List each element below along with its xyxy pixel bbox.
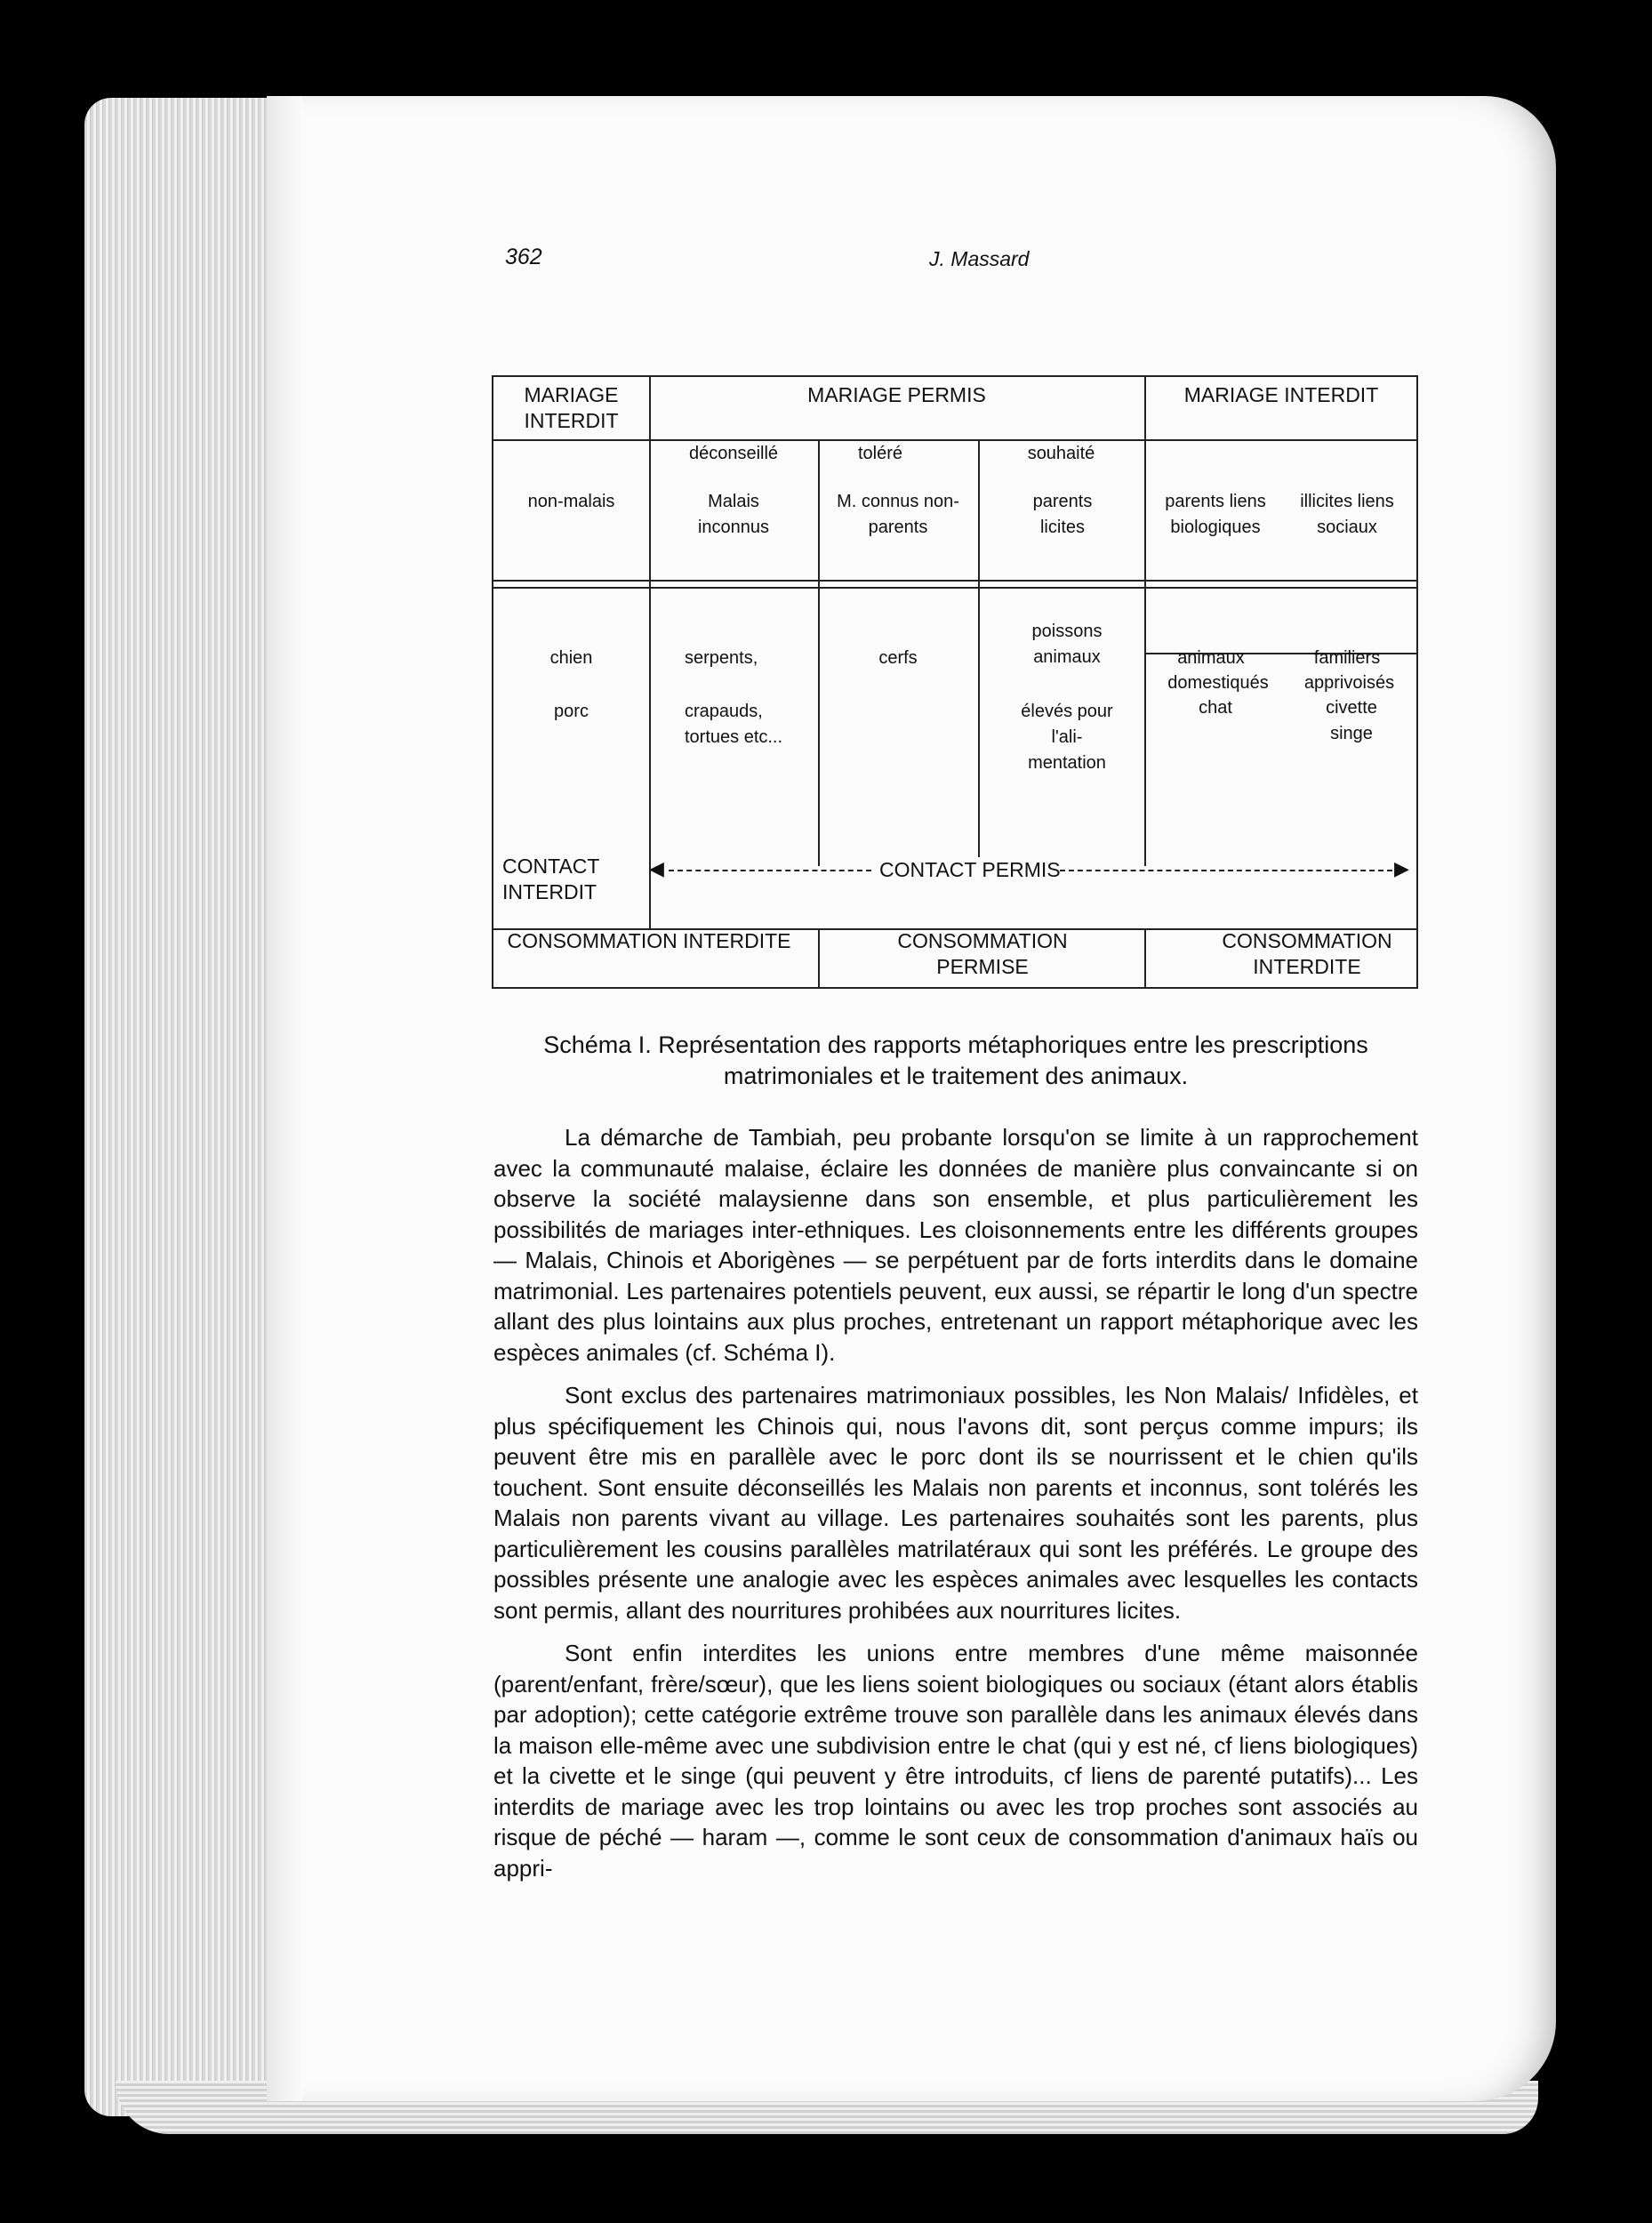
dashed-line-left xyxy=(669,870,871,871)
consommation-interdite-right: CONSOMMATION INTERDITE xyxy=(1222,929,1392,978)
animal-crapauds: crapauds, tortues etc... xyxy=(685,702,783,747)
schema-rule xyxy=(493,587,1416,589)
header-mariage-interdit-left: MARIAGE INTERDIT xyxy=(524,383,619,432)
schema-rule xyxy=(493,580,1416,582)
animal-chien: chien xyxy=(549,648,593,668)
arrow-right-icon: ▶ xyxy=(1394,857,1409,879)
schema-rule xyxy=(978,439,980,866)
arrow-left-icon: ◀ xyxy=(649,857,664,879)
animal-eleves: élevés pour l'ali-mentation xyxy=(1021,702,1113,773)
animal-domestiques: domestiqués xyxy=(1167,673,1269,693)
partner-illicites-sociaux: illicites liens sociaux xyxy=(1300,492,1394,537)
animal-poissons: poissons animaux xyxy=(1031,622,1103,667)
contact-interdit: CONTACT INTERDIT xyxy=(502,855,600,903)
schema-table xyxy=(492,375,1418,989)
animal-familiers: familiers xyxy=(1313,648,1381,668)
consommation-permise: CONSOMMATION PERMISE xyxy=(897,929,1068,978)
partner-parents-licites: parents licites xyxy=(1032,492,1093,537)
page-gutter xyxy=(267,96,302,2101)
schema-rule xyxy=(1144,928,1146,989)
book-page-edges xyxy=(84,98,289,2116)
contact-permis-label: CONTACT PERMIS xyxy=(876,857,1064,883)
animal-chat: chat xyxy=(1199,698,1232,718)
header-mariage-permis: MARIAGE PERMIS xyxy=(807,383,986,406)
label-tolere: toléré xyxy=(857,444,903,463)
animal-serpents: serpents, xyxy=(685,648,758,668)
schema-rule xyxy=(493,439,1416,441)
schema-rule xyxy=(1144,439,1146,866)
animal-porc: porc xyxy=(554,702,589,721)
dashed-line-right xyxy=(1060,870,1392,871)
partner-non-malais: non-malais xyxy=(527,492,615,511)
schema-caption: Schéma I. Représentation des rapports métaphoriques entre les prescriptions matrimoniales et le traitement des animaux. xyxy=(543,1031,1368,1089)
animal-apprivoises: apprivoisés xyxy=(1303,673,1395,693)
contact-permis-arrow xyxy=(649,857,1414,884)
body-text xyxy=(493,1122,1418,1883)
animal-animaux: animaux xyxy=(1177,648,1245,668)
animal-civette-singe: civette singe xyxy=(1326,698,1377,743)
schema-rule xyxy=(818,928,820,989)
running-header-author: J. Massard xyxy=(929,247,1030,270)
page-number: 362 xyxy=(505,245,542,269)
paragraph: Sont exclus des partenaires matrimoniaux possibles, les Non Malais/ Infidèles, et plus spécifiquement les Chinois qui, nous l'avons dit, sont perçus comme impurs; ils peuvent être mis en parallèle avec le porc dont ils se nourrissent et le chien qu'ils touchent. Sont ensuite déconseillés les Malais non parents et inconnus, sont tolérés les Malais non parents vivant au village. Les partenaires souhaités sont les parents, plus particulièrement les cousins parallèles matrilatéraux qui sont les préférés. Le groupe des possibles présente une analogie avec les espèces animales avec lesquelles les contacts sont permis, allant des nourritures prohibées aux nourritures licites. xyxy=(493,1382,1418,1624)
label-souhaite: souhaité xyxy=(1027,444,1095,463)
paragraph: Sont enfin interdites les unions entre membres d'une même maisonnée (parent/enfant, frère/sœur), que les liens soient biologiques ou sociaux (étant alors établis par adoption); cette catégorie extrême trouve son parallèle dans les animaux élevés dans la maison elle-même avec une subdivision entre le chat (qui y est né, cf liens biologiques) et la civette et le singe (qui peuvent y être introduits, cf liens de parenté putatifs)... Les interdits de mariage avec les trop lointains ou avec les trop proches sont associés au risque de péché — haram —, comme le sont ceux de consommation d'animaux haïs ou appri- xyxy=(493,1640,1418,1882)
partner-m-connus: M. connus non-parents xyxy=(837,492,959,537)
header-mariage-interdit-right: MARIAGE INTERDIT xyxy=(1183,383,1379,406)
label-deconseille: déconseillé xyxy=(688,444,779,463)
animal-cerfs: cerfs xyxy=(878,648,918,668)
partner-malais-inconnus: Malais inconnus xyxy=(697,492,770,537)
schema-rule xyxy=(649,439,651,928)
partner-parents-biologiques: parents liens biologiques xyxy=(1165,492,1266,537)
consommation-interdite-left: CONSOMMATION INTERDITE xyxy=(507,929,791,952)
paragraph: La démarche de Tambiah, peu probante lorsqu'on se limite à un rapprochement avec la communauté malaise, éclaire les données de manière plus convaincante si on observe la société malaysienne dans son ensemble, et plus particulièrement les possibilités de mariages inter-ethniques. Les cloisonnements entre les différents groupes — Malais, Chinois et Aborigènes — se perpétuent par de forts interdits dans le domaine matrimonial. Les partenaires potentiels peuvent, eux aussi, se répartir le long d'un spectre allant des plus lointains aux plus proches, entretenant un rapport métaphorique avec les espèces animales (cf. Schéma I). xyxy=(493,1124,1418,1366)
